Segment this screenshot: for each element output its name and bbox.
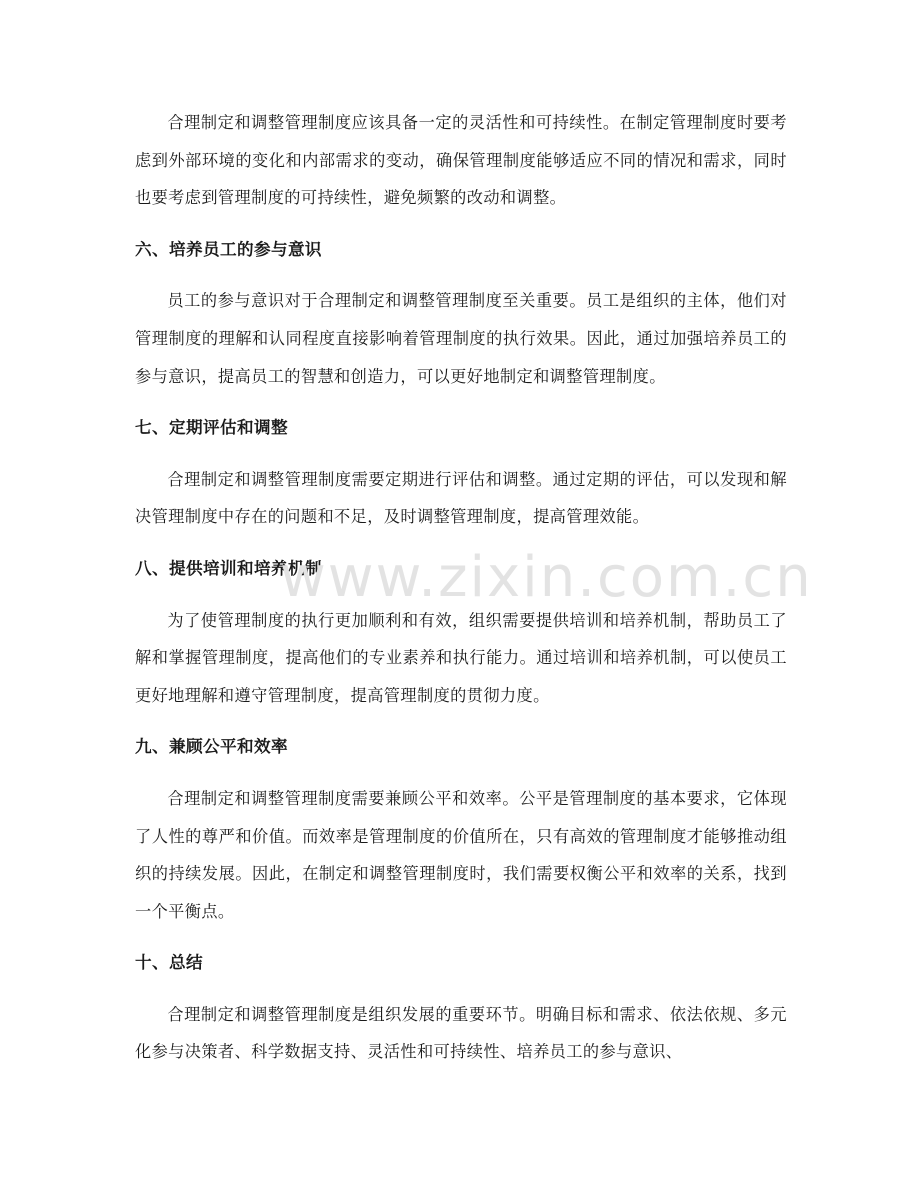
paragraph-periodic-review: 合理制定和调整管理制度需要定期进行评估和调整。通过定期的评估，可以发现和解决管理制度中存在的问题和不足，及时调整管理制度，提高管理效能。 xyxy=(135,469,787,527)
heading-periodic-review: 七、定期评估和调整 xyxy=(135,418,288,438)
heading-training-mechanism: 八、提供培训和培养机制 xyxy=(135,558,322,578)
paragraph-summary: 合理制定和调整管理制度是组织发展的重要环节。明确目标和需求、依法依规、多元化参与决策者、科学数据支持、灵活性和可持续性、培养员工的参与意识、 xyxy=(135,1004,787,1062)
paragraph-employee-participation: 员工的参与意识对于合理制定和调整管理制度至关重要。员工是组织的主体，他们对管理制度的理解和认同程度直接影响着管理制度的执行效果。因此，通过加强培养员工的参与意识，提高员工的智慧和创造力，可以更好地制定和调整管理制度。 xyxy=(135,291,787,386)
watermark-text: www.zixin.com.cn xyxy=(280,545,813,610)
paragraph-fairness-efficiency: 合理制定和调整管理制度需要兼顾公平和效率。公平是管理制度的基本要求，它体现了人性的尊严和价值。而效率是管理制度的价值所在，只有高效的管理制度才能够推动组织的持续发展。因此，在制定和调整管理制度时，我们需要权衡公平和效率的关系，找到一个平衡点。 xyxy=(135,788,787,921)
heading-summary: 十、总结 xyxy=(135,953,203,973)
heading-employee-participation: 六、培养员工的参与意识 xyxy=(135,239,322,259)
paragraph-training-mechanism: 为了使管理制度的执行更加顺利和有效，组织需要提供培训和培养机制，帮助员工了解和掌握管理制度，提高他们的专业素养和执行能力。通过培训和培养机制，可以使员工更好地理解和遵守管理制度，提高管理制度的贯彻力度。 xyxy=(135,610,787,705)
paragraph-flexibility: 合理制定和调整管理制度应该具备一定的灵活性和可持续性。在制定管理制度时要考虑到外部环境的变化和内部需求的变动，确保管理制度能够适应不同的情况和需求，同时也要考虑到管理制度的可持续性，避免频繁的改动和调整。 xyxy=(135,113,787,208)
document-body xyxy=(135,104,787,1071)
heading-fairness-efficiency: 九、兼顾公平和效率 xyxy=(135,737,288,757)
